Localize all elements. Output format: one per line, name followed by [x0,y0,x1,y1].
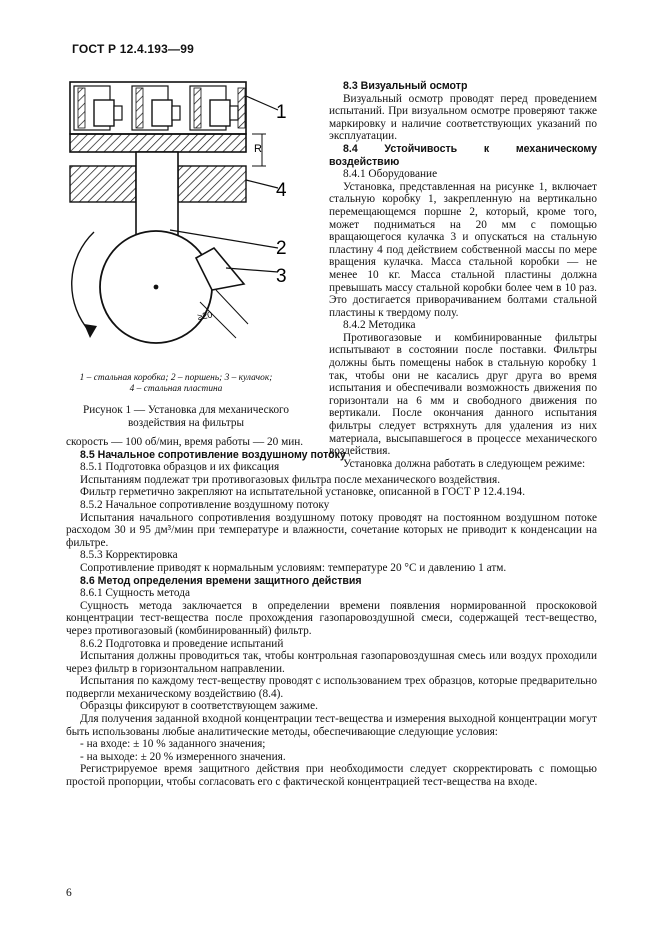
page-number: 6 [66,887,72,899]
subsection-8-4-2: 8.4.2 Методика [343,319,416,332]
paragraph: Установка, представленная на рисунке 1, включает стальную коробку 1, закрепленную на вертикально перемещающемся поршне 2, который, кроме того, может подниматься на 20 мм с помощью вращающегося кулачка 3 и опускаться на стальную пластину 4 под действием собственной массы по мере вращения кулачка. Масса стальной коробки — не менее 10 кг. Масса стальной пластины должна превышать массу стальной коробки более чем в 10 раз. Это достигается приворачиванием болтами стальной пластины к твердому полу. [329,180,597,319]
label-3: 3 [276,266,287,287]
label-4: 4 [276,180,287,201]
dim-r-label: R [254,143,262,155]
section-8-4-heading: 8.4 Устойчивость к механическому воздействию [329,142,597,168]
paragraph: Установка должна работать в следующем режиме: [343,457,586,470]
box-base [70,134,246,152]
paragraph: Образцы фиксируют в соответствующем зажиме. [80,700,318,713]
paragraph: Испытания по каждому тест-веществу проводят с использованием трех образцов, которые предварительно подвергли механическому воздействию (8.4). [66,675,597,700]
paragraph: Фильтр герметично закрепляют на испытательной установке, описанной в ГОСТ Р 12.4.194. [80,486,526,499]
steel-box [70,82,246,134]
steel-plate-left [70,166,136,202]
paragraph: скорость — 100 об/мин, время работы — 20 мин. [66,436,304,448]
paragraph: Визуальный осмотр проводят перед проведением испытаний. При визуальном осмотре проверяют также маркировку и наличие соответствующих указаний по эксплуатации. [329,92,597,143]
paragraph: Испытания начального сопротивления воздушному потоку проводят на постоянном воздушном потоке расходом 30 и 95 дм³/мин при температуре и влажности, сочетание которых не приводит к конденсации на фильтре. [66,511,597,549]
main-text [66,436,597,789]
label-2: 2 [276,238,287,259]
figure-1-drawing [66,62,306,362]
right-column [329,80,597,470]
label-1: 1 [276,102,287,123]
subsection-8-5-1: 8.5.1 Подготовка образцов и их фиксация [80,461,280,474]
subsection-8-5-3: 8.5.3 Корректировка [80,549,178,562]
list-item: - на входе: ± 10 % заданного значения; [80,738,266,751]
subsection-8-4-1: 8.4.1 Оборудование [343,168,438,181]
figure-caption: Рисунок 1 — Установка для механического воздействия на фильтры [83,404,289,429]
paragraph: Испытания должны проводиться так, чтобы контрольная газопаровоздушная смесь или воздух проходили через фильтр в горизонтальном направлении. [66,650,597,675]
subsection-8-6-1: 8.6.1 Сущность метода [80,587,190,600]
steel-plate-right [178,166,246,202]
subsection-8-5-2: 8.5.2 Начальное сопротивление воздушному потоку [80,498,330,511]
paragraph: Испытаниям подлежат три противогазовых фильтра после механического воздействия. [80,473,501,486]
paragraph: Сущность метода заключается в определении времени появления нормированной проскоковой концентрации тест-вещества после прохождения газопаровоздушной смеси, содержащей тест-вещество, через противогазовый (комбинированный) фильтр. [66,599,597,637]
paragraph: Для получения заданной входной концентрации тест-вещества и измерения выходной концентрации могут быть использованы любые аналитические методы, обеспечивающие следующие условия: [66,713,597,738]
figure-legend: 1 – стальная коробка; 2 – поршень; 3 – кулачок; 4 – стальная пластина [79,373,273,394]
section-8-5-heading: 8.5 Начальное сопротивление воздушному потоку [80,448,346,461]
document-header: ГОСТ Р 12.4.193—99 [72,42,195,56]
paragraph: Противогазовые и комбинированные фильтры испытывают в состоянии после поставки. Фильтры должны быть помещены набок в стальную коробку 1 так, чтобы они не касались друг друга во время испытания и обеспечивали возможность движения по горизонтали на 6 мм и свободного движения по вертикали. После окончания данного испытания фильтры следует встряхнуть для удаления из них материала, высыпавшегося в процессе механического воздействия. [329,331,597,458]
list-item: - на выходе: ± 20 % измеренного значения. [80,750,286,763]
subsection-8-6-2: 8.6.2 Подготовка и проведение испытаний [80,637,284,650]
dim-20-label: ≥20 [196,309,214,322]
section-8-3-heading: 8.3 Визуальный осмотр [343,80,468,92]
paragraph: Сопротивление приводят к нормальным условиям: температуре 20 °С и давлению 1 атм. [80,561,507,574]
paragraph: Регистрируемое время защитного действия при необходимости следует скорректировать с помощью простой пропорции, чтобы согласовать его с фактической концентрацией тест-вещества на входе. [66,763,597,789]
section-8-6-heading: 8.6 Метод определения времени защитного действия [80,574,362,587]
